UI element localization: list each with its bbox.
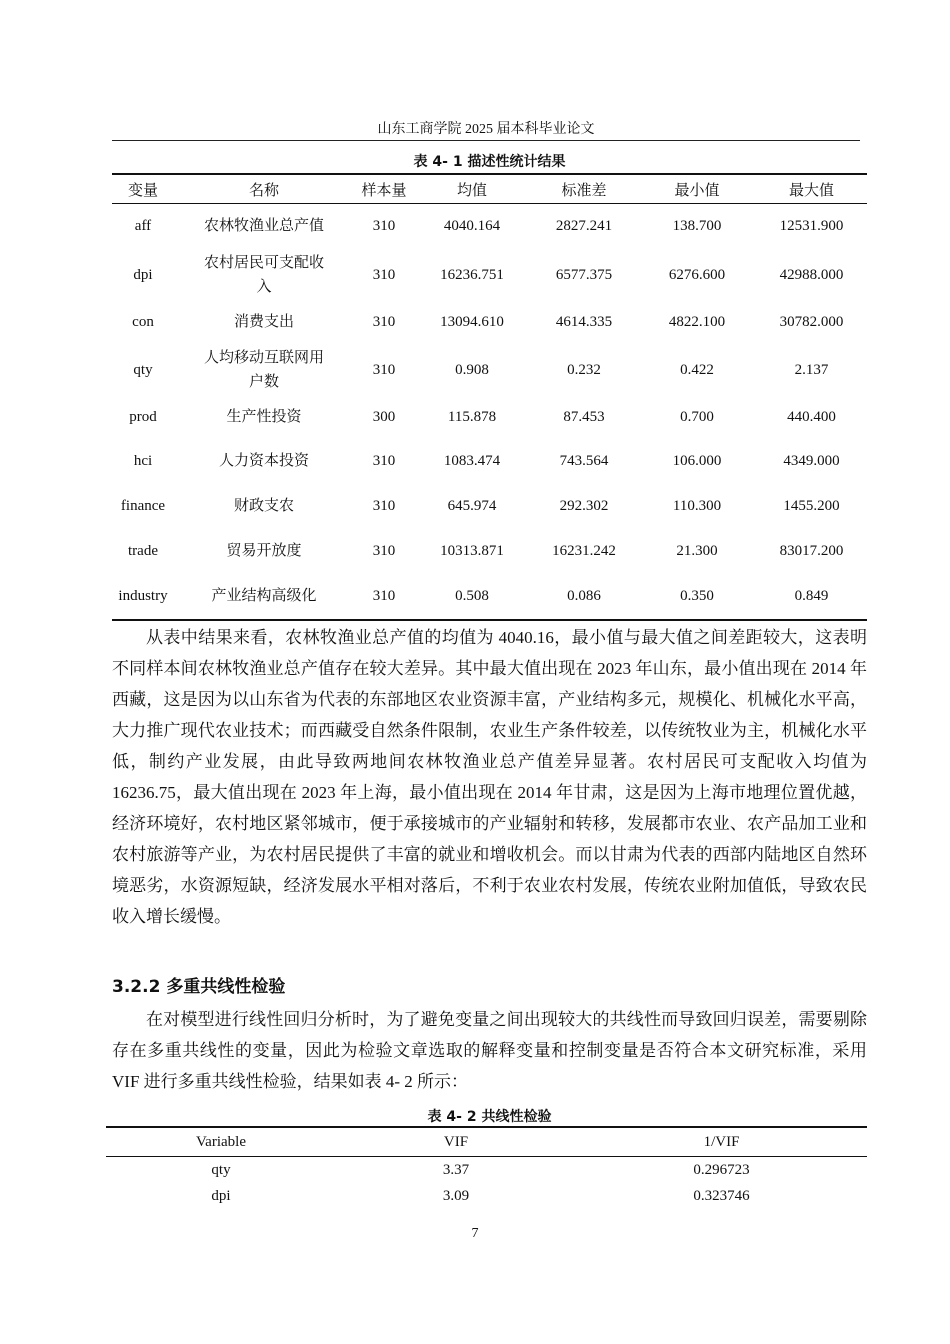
table-cell: 4040.164 (443, 218, 501, 235)
table-cell: 4349.000 (783, 453, 840, 469)
table-cell: 0.323746 (693, 1187, 750, 1204)
page-number: 7 (471, 1226, 479, 1241)
table-cell: aff (134, 218, 152, 235)
table-cell: 产业结构高级化 (174, 574, 354, 620)
table-cell: 农林牧渔业总产值 (203, 218, 324, 235)
table-row (106, 1183, 867, 1209)
table-cell: 生产性投资 (226, 409, 302, 425)
table-cell: 21.300 (676, 543, 718, 559)
header-rule (112, 140, 860, 141)
column-header: 变量 (112, 174, 174, 204)
table-row (112, 529, 867, 574)
table-cell: 2.137 (794, 361, 829, 378)
page-header: 山东工商学院 2025 届本科毕业论文 (377, 122, 595, 137)
body-paragraph: 在对模型进行线性回归分析时，为了避免变量之间出现较大的共线性而导致回归误差，需要剔除存在多重共线性的变量，因此为检验文章选取的解释变量和控制变量是否符合本文研究标准，采用 VIF 进行多重共线性检验，结果如表 4- 2 所示： (112, 1010, 867, 1091)
table-cell: 310 (372, 498, 396, 514)
table-cell: dpi (133, 266, 153, 283)
table-cell: qty (211, 1161, 231, 1178)
column-header: Variable (106, 1127, 336, 1157)
column-header: VIF (336, 1127, 576, 1157)
table-cell: 310 (372, 361, 396, 378)
table-cell: 310 (372, 453, 396, 469)
table-cell: 农村居民可支配收入 (203, 254, 324, 295)
table-cell: 2827.241 (555, 218, 613, 235)
table-cell: 12531.900 (779, 218, 844, 235)
table-header-row (112, 174, 867, 204)
table-cell: 310 (372, 266, 396, 283)
table-row (112, 204, 867, 249)
table-cell: 4822.100 (668, 314, 726, 330)
table-cell: 743.564 (559, 453, 609, 469)
column-header: 样本量 (354, 174, 414, 204)
table-cell: 0.908 (455, 361, 489, 378)
table-cell: 1455.200 (783, 498, 840, 514)
table-row (112, 396, 867, 439)
table-cell: 645.974 (447, 498, 497, 514)
table-cell: 0.849 (756, 574, 867, 620)
table-cell: 13094.610 (440, 314, 504, 330)
collinearity-table (106, 1126, 867, 1209)
table-header-row (106, 1127, 867, 1157)
table-cell: 310 (354, 574, 414, 620)
table-cell: 138.700 (672, 218, 722, 235)
table-cell: 292.302 (559, 498, 609, 514)
table-cell: dpi (211, 1187, 231, 1204)
table-cell: trade (128, 543, 158, 559)
table-cell: 6577.375 (555, 266, 613, 283)
table-cell: 10313.871 (440, 543, 504, 559)
table-cell: 0.232 (567, 361, 601, 378)
table-cell: con (132, 314, 154, 330)
table-row (112, 484, 867, 529)
table-cell: 4614.335 (555, 314, 613, 330)
column-header: 最大值 (756, 174, 867, 204)
table-row (112, 574, 867, 620)
table-cell: qty (133, 361, 153, 378)
column-header: 1/VIF (576, 1127, 867, 1157)
table2-caption: 表 4- 2 共线性检验 (427, 1109, 552, 1125)
table-row (106, 1157, 867, 1184)
table-row (112, 344, 867, 396)
table-cell: 0.086 (530, 574, 638, 620)
table-cell: 0.422 (680, 361, 714, 378)
table-row (112, 301, 867, 344)
table-cell: 106.000 (672, 453, 722, 469)
table-cell: 贸易开放度 (226, 543, 302, 559)
section-heading: 3.2.2 多重共线性检验 (112, 977, 286, 997)
table-row (112, 439, 867, 484)
table-cell: 6276.600 (668, 266, 726, 283)
table-cell: 310 (372, 314, 396, 330)
table-cell: 0.350 (638, 574, 756, 620)
table-cell: 310 (372, 543, 396, 559)
table-cell: 人力资本投资 (218, 453, 309, 469)
table-cell: 87.453 (563, 409, 605, 425)
column-header: 标准差 (530, 174, 638, 204)
table-cell: finance (120, 498, 166, 514)
table-cell: 16236.751 (440, 266, 504, 283)
table-cell: 30782.000 (779, 314, 844, 330)
table-cell: 300 (372, 409, 396, 425)
table-cell: 0.296723 (693, 1161, 750, 1178)
table-cell: 1083.474 (443, 453, 501, 469)
descriptive-statistics-table (112, 173, 867, 621)
table-cell: 消费支出 (233, 314, 294, 330)
table-cell: 16231.242 (552, 543, 616, 559)
table-cell: 财政支农 (233, 498, 294, 514)
table-cell: 110.300 (672, 498, 722, 514)
table-cell: 3.09 (442, 1187, 470, 1204)
column-header: 均值 (414, 174, 530, 204)
table-cell: 310 (372, 218, 396, 235)
table-cell: 42988.000 (779, 266, 844, 283)
table1-caption: 表 4- 1 描述性统计结果 (413, 154, 566, 170)
column-header: 最小值 (638, 174, 756, 204)
body-paragraph: 从表中结果来看，农林牧渔业总产值的均值为 4040.16，最小值与最大值之间差距较大，这表明不同样本间农林牧渔业总产值存在较大差异。其中最大值出现在 2023 年山东，最小值出现在 2014 年西藏，这是因为以山东省为代表的东部地区农业资源丰富，产业结构多元，规模化、机械化水平高，大力推广现代农业技术；而西藏受自然条件限制，农业生产条件较差，以传统牧业为主，机械化水平低，制约产业发展，由此导致两地间农林牧渔业总产值差异显著。农村居民可支配收入均值为 16236.75，最大值出现在 2023 年上海，最小值出现在 2014 年甘肃，这是因为上海市地理位置优越，经济环境好，农村地区紧邻城市，便于承接城市的产业辐射和转移，发展都市农业、农产品加工业和农村旅游等产业，为农村居民提供了丰富的就业和增收机会。而以甘肃为代表的西部内陆地区自然环境恶劣，水资源短缺，经济发展水平相对落后，不利于农业农村发展，传统农业附加值低，导致农民收入增长缓慢。 (112, 628, 867, 926)
table-cell: industry (112, 574, 174, 620)
table-cell: 0.508 (414, 574, 530, 620)
table-cell: 440.400 (787, 409, 836, 425)
table-cell: hci (133, 453, 153, 469)
table-row (112, 249, 867, 301)
table-cell: 0.700 (680, 409, 714, 425)
column-header: 名称 (174, 174, 354, 204)
table-cell: 3.37 (442, 1161, 470, 1178)
table-cell: prod (129, 409, 157, 425)
table-cell: 人均移动互联网用户数 (203, 349, 324, 390)
table-cell: 83017.200 (779, 543, 844, 559)
table-cell: 115.878 (447, 409, 497, 425)
